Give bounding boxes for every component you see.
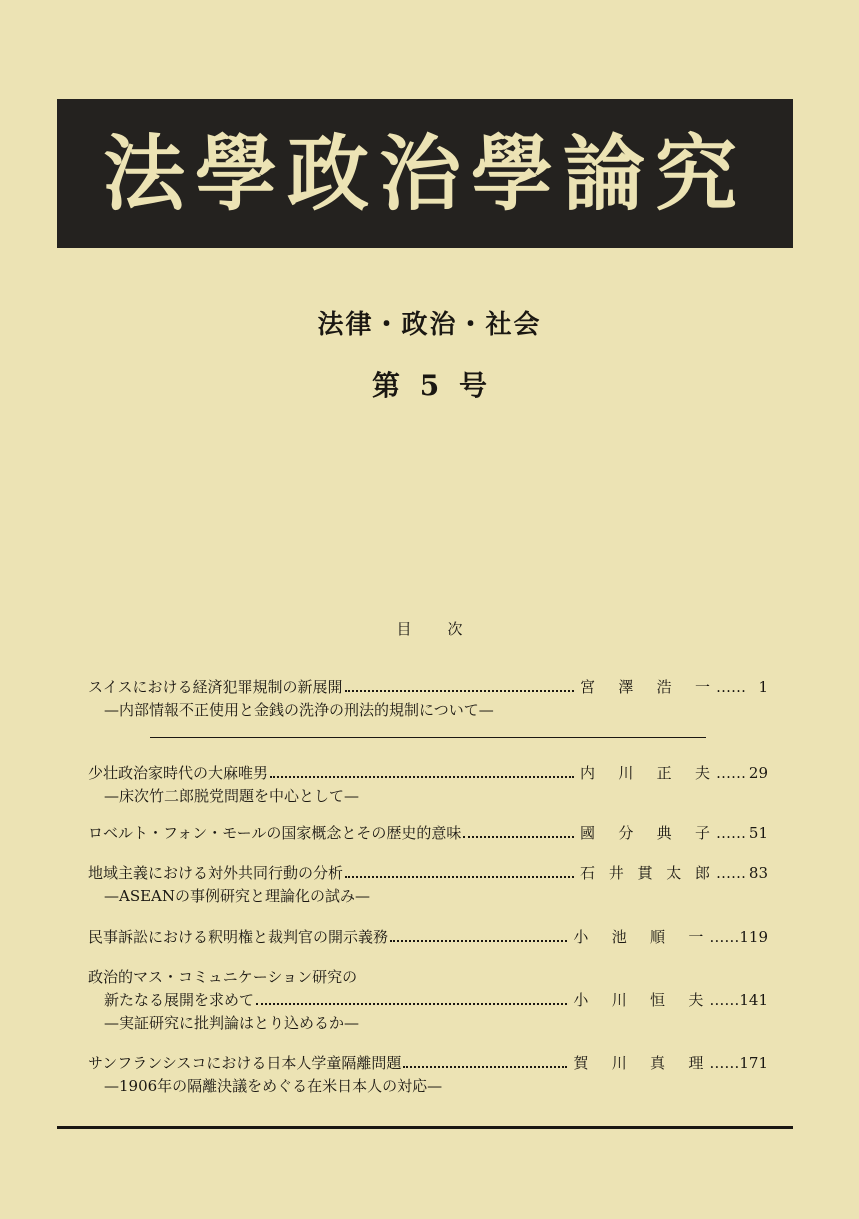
- bottom-rule: [57, 1126, 793, 1129]
- article-title: 新たなる展開を求めて: [104, 991, 255, 1009]
- page-number: 83: [748, 864, 768, 882]
- article-author: 宮 澤 浩 一: [580, 678, 710, 696]
- toc-entry: ロベルト・フォン・モールの国家概念とその歴史的意味 國 分 典 子 …… 51: [88, 822, 768, 845]
- article-title: サンフランシスコにおける日本人学童隔離問題: [88, 1054, 402, 1072]
- article-title: 地域主義における対外共同行動の分析: [88, 864, 344, 882]
- separator-rule: [150, 737, 706, 738]
- journal-title: 法學政治學論究: [102, 125, 747, 222]
- article-author: 國 分 典 子: [580, 824, 710, 842]
- page-number: 171: [739, 1054, 768, 1072]
- dot-leader: [403, 1065, 567, 1068]
- dot-leader: [345, 875, 574, 878]
- toc-entry: 少壮政治家時代の大麻唯男 内 川 正 夫 …… 29 —床次竹二郎脱党問題を中心として—: [88, 762, 768, 808]
- page-number: 141: [739, 991, 768, 1009]
- article-author: 小 池 順 一: [573, 928, 704, 946]
- toc-entry: サンフランシスコにおける日本人学童隔離問題 賀 川 真 理 …… 171 —1906年の隔離決議をめぐる在米日本人の対応—: [88, 1052, 768, 1098]
- page-number: 1: [758, 678, 768, 696]
- page-number: 51: [748, 824, 768, 842]
- article-title: ロベルト・フォン・モールの国家概念とその歴史的意味: [88, 824, 462, 842]
- toc-heading: 目次: [396, 620, 499, 638]
- toc-entry: 民事訴訟における釈明権と裁判官の開示義務 小 池 順 一 …… 119: [88, 926, 768, 949]
- toc-entry: スイスにおける経済犯罪規制の新展開 宮 澤 浩 一 …… 1 —内部情報不正使用と金銭の洗浄の刑法的規制について—: [88, 676, 768, 722]
- article-author: 小 川 恒 夫: [573, 991, 704, 1009]
- journal-subtitle: 法律・政治・社会: [317, 310, 542, 340]
- dot-leader: [345, 689, 574, 692]
- article-subtitle: —床次竹二郎脱党問題を中心として—: [104, 787, 360, 805]
- toc-entry: 地域主義における対外共同行動の分析 石 井 貫 太 郎 …… 83 —ASEANの事例研究と理論化の試み—: [88, 862, 768, 908]
- article-subtitle: —内部情報不正使用と金銭の洗浄の刑法的規制について—: [104, 701, 494, 719]
- dot-leader: [270, 775, 574, 778]
- article-subtitle: —1906年の隔離決議をめぐる在米日本人の対応—: [104, 1077, 443, 1095]
- article-author: 石 井 貫 太 郎: [580, 864, 710, 882]
- page-number: 119: [739, 928, 768, 946]
- page-number: 29: [748, 764, 768, 782]
- article-title: 少壮政治家時代の大麻唯男: [88, 764, 269, 782]
- dot-leader: [463, 835, 574, 838]
- article-title: スイスにおける経済犯罪規制の新展開: [88, 678, 343, 696]
- dot-leader: [256, 1002, 567, 1005]
- title-banner: [57, 99, 793, 248]
- article-author: 賀 川 真 理: [573, 1054, 704, 1072]
- toc-entry: 政治的マス・コミュニケーション研究の 新たなる展開を求めて 小 川 恒 夫 …… 141 —実証研究に批判論はとり込めるか—: [88, 966, 768, 1035]
- article-subtitle: —実証研究に批判論はとり込めるか—: [104, 1014, 360, 1032]
- issue-number: 第 5 号: [372, 369, 487, 402]
- article-author: 内 川 正 夫: [580, 764, 710, 782]
- article-title-line1: 政治的マス・コミュニケーション研究の: [88, 968, 358, 986]
- article-title: 民事訴訟における釈明権と裁判官の開示義務: [88, 928, 389, 946]
- dot-leader: [390, 939, 567, 942]
- article-subtitle: —ASEANの事例研究と理論化の試み—: [104, 887, 371, 905]
